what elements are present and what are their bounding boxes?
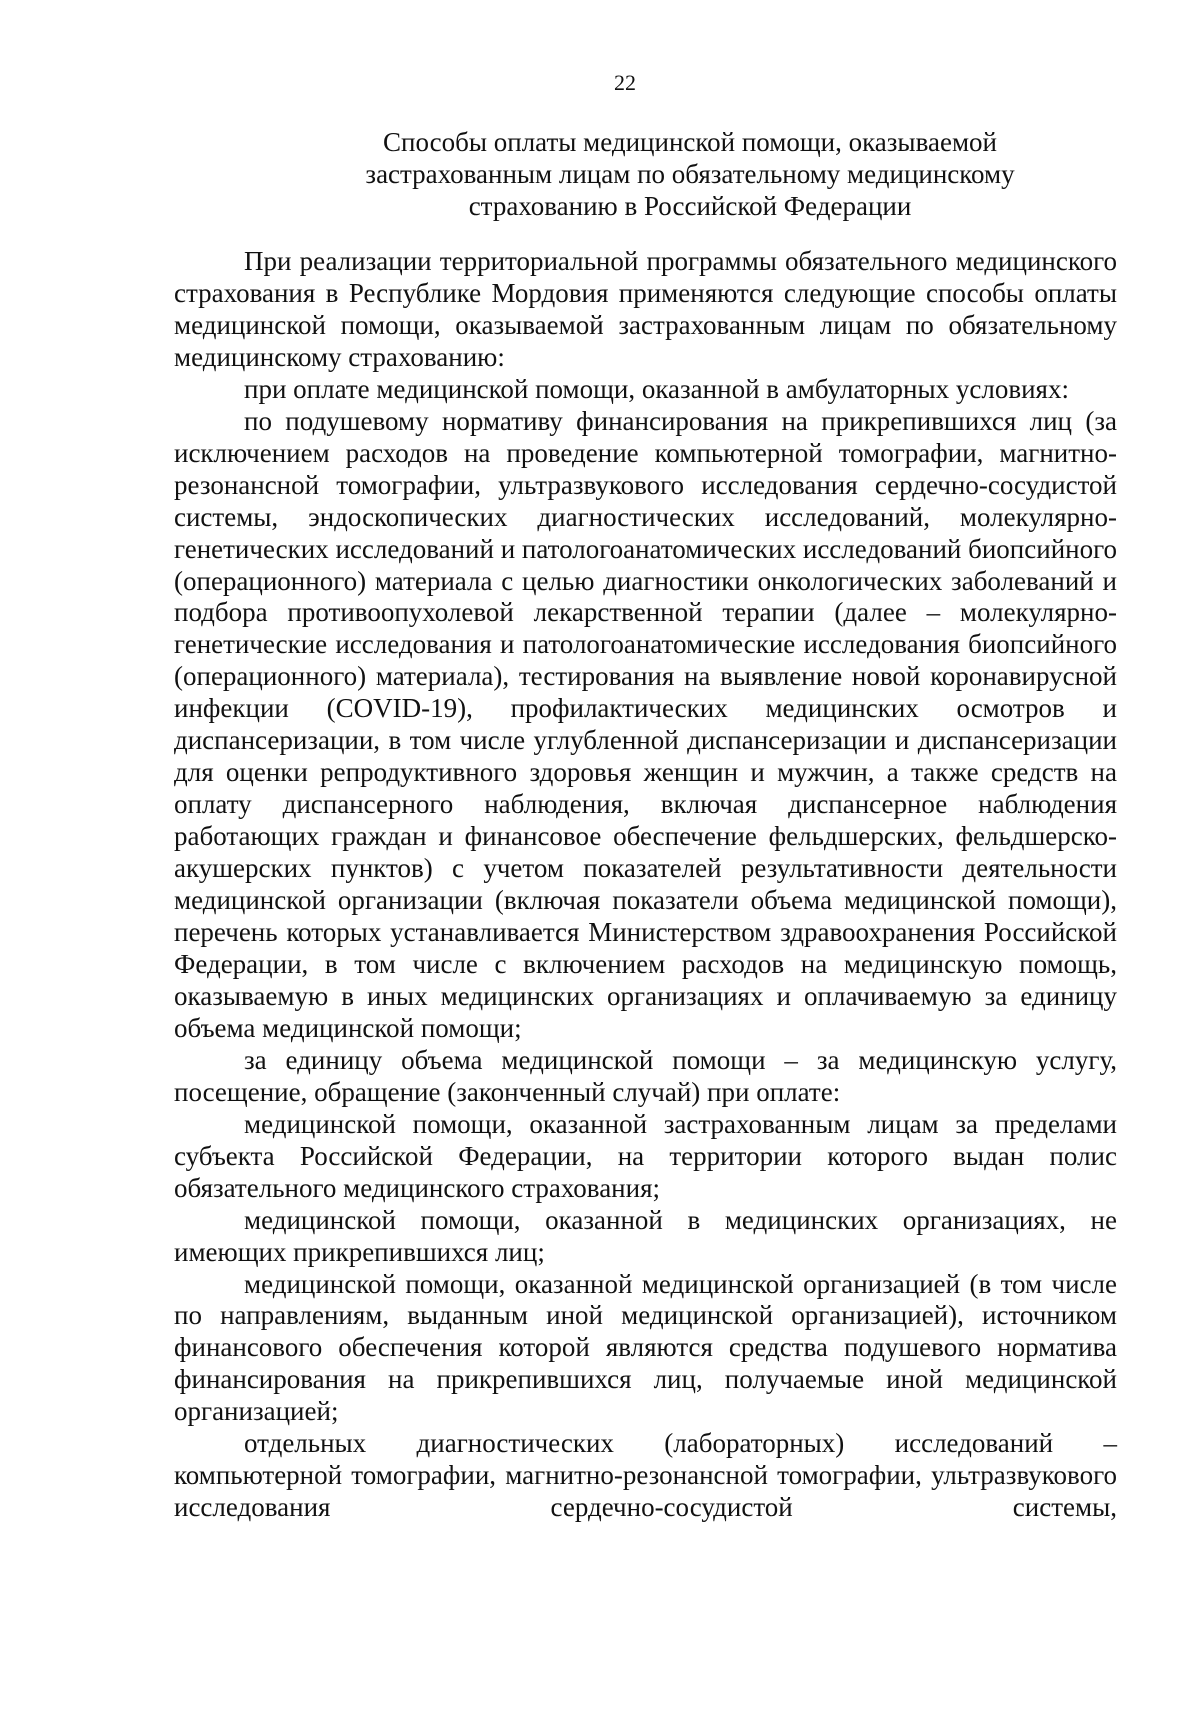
title-line: Способы оплаты медицинской помощи, оказываемой — [383, 127, 997, 157]
paragraph: отдельных диагностических (лабораторных) исследований – компьютерной томографии, магнитно-резонансной томографии, ультразвукового исследования сердечно-сосудистой системы, — [174, 1428, 1117, 1523]
paragraph: медицинской помощи, оказанной медицинской организацией (в том числе по направлениям, выданным иной медицинской организацией), источником финансового обеспечения которой являются средства подушевого норматива финансирования на прикрепившихся лиц, получаемые иной медицинской организацией; — [174, 1268, 1117, 1427]
paragraph: При реализации территориальной программы обязательного медицинского страхования в Республике Мордовия применяются следующие способы оплаты медицинской помощи, оказываемой застрахованным лицам по обязательному медицинскому страхованию: — [174, 246, 1117, 372]
paragraph: медицинской помощи, оказанной застрахованным лицам за пределами субъекта Российской Федерации, на территории которого выдан полис обязательного медицинского страхования; — [174, 1108, 1117, 1203]
title-line: страхованию в Российской Федерации — [468, 191, 912, 221]
paragraph: по подушевому нормативу финансирования на прикрепившихся лиц (за исключением расходов на проведение компьютерной томографии, магнитно-резонансной томографии, ультразвукового исследования сердечно-сосудистой системы, эндоскопических диагностических исследований, молекулярно-генетических исследований и патологоанатомических исследований биопсийного (операционного) материала с целью диагностики онкологических заболеваний и подбора противоопухолевой лекарственной терапии (далее – молекулярно-генетические исследования и патологоанатомические исследования биопсийного (операционного) материала), тестирования на выявление новой коронавирусной инфекции (COVID-19), профилактических медицинских осмотров и диспансеризации, в том числе углубленной диспансеризации и диспансеризации для оценки репродуктивного здоровья женщин и мужчин, а также средств на оплату диспансерного наблюдения, включая диспансерное наблюдения работающих граждан и финансовое обеспечение фельдшерских, фельдшерско-акушерских пунктов) с учетом показателей результативности деятельности медицинской организации (включая показатели объема медицинской помощи), перечень которых устанавливается Министерством здравоохранения Российской Федерации, в том числе с включением расходов на медицинскую помощь, оказываемую в иных медицинских организациях и оплачиваемую за единицу объема медицинской помощи; — [174, 405, 1117, 1043]
document-body — [174, 246, 1117, 1524]
paragraph: при оплате медицинской помощи, оказанной в амбулаторных условиях: — [244, 373, 1069, 404]
title-line: застрахованным лицам по обязательному медицинскому — [365, 159, 1015, 189]
document-title — [290, 126, 1090, 222]
paragraph: медицинской помощи, оказанной в медицинских организациях, не имеющих прикрепившихся лиц; — [174, 1204, 1117, 1267]
page-number: 22 — [614, 70, 636, 95]
paragraph: за единицу объема медицинской помощи – за медицинскую услугу, посещение, обращение (законченный случай) при оплате: — [174, 1044, 1117, 1107]
